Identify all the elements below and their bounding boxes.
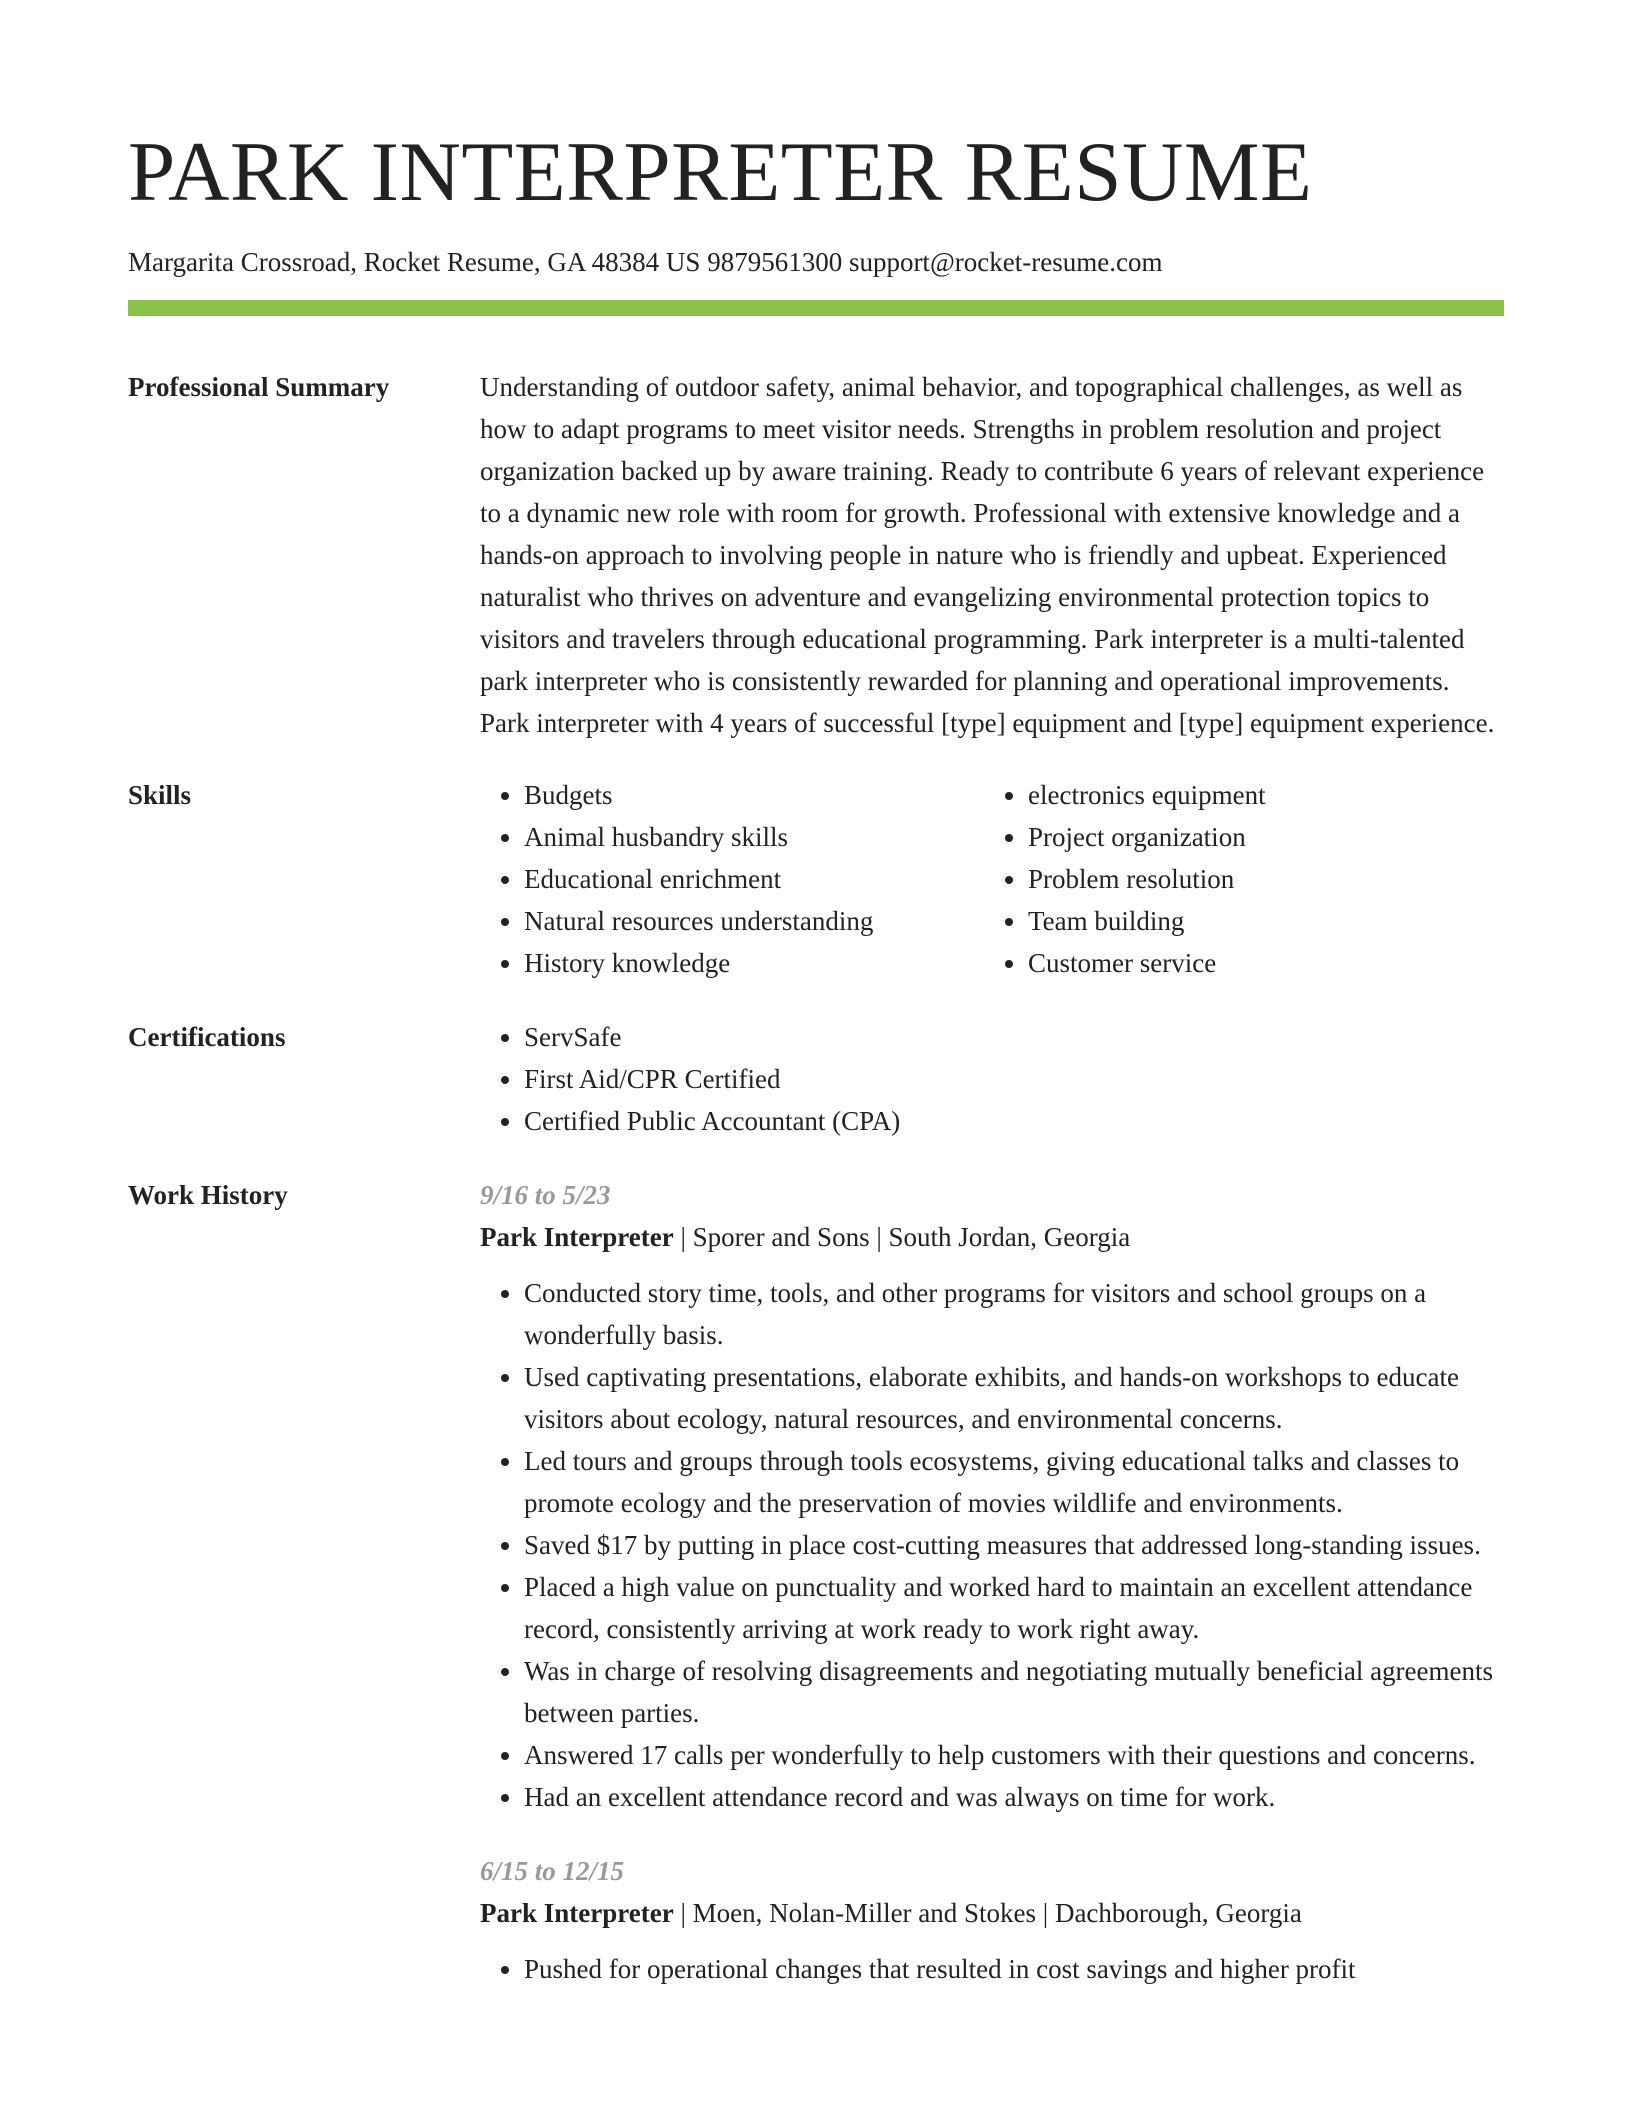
skill-item: • Animal husbandry skills [524, 816, 984, 858]
skill-item: • Team building [1028, 900, 1266, 942]
contact-line [128, 244, 1504, 280]
job-entry [480, 1850, 1504, 1990]
work-history-section [128, 1174, 1504, 1990]
job-bullet: • Used captivating presentations, elaborate exhibits, and hands-on workshops to educate visitors about ecology, natural resources, and environmental concerns. [524, 1356, 1504, 1440]
skills-list-left [480, 774, 984, 984]
job-bullet: • Had an excellent attendance record and was always on time for work. [524, 1776, 1504, 1818]
skill-item: • Natural resources understanding [524, 900, 984, 942]
summary-heading: Professional Summary [128, 372, 390, 402]
job-company: Moen, Nolan-Miller and Stokes [692, 1898, 1037, 1928]
work-history-body [480, 1174, 1504, 1990]
skill-item: • Customer service [1028, 942, 1266, 984]
job-company: Sporer and Sons [692, 1222, 870, 1252]
certifications-list [480, 1016, 1504, 1142]
job-heading [480, 1216, 1504, 1258]
skills-heading: Skills [128, 780, 192, 810]
skill-item: • Budgets [524, 774, 984, 816]
job-bullet: • Saved $17 by putting in place cost-cutting measures that addressed long-standing issues. [524, 1524, 1504, 1566]
job-bullets [480, 1272, 1504, 1818]
job-bullet: • Was in charge of resolving disagreements and negotiating mutually beneficial agreements between parties. [524, 1650, 1504, 1734]
summary-text: Understanding of outdoor safety, animal behavior, and topographical challenges, as well as how to adapt programs to meet visitor needs. Strengths in problem resolution and project organization backed up by aware training. Ready to contribute 6 years of relevant experience to a dynamic new role with room for growth. Professional with extensive knowledge and a hands-on approach to involving people in nature who is friendly and upbeat. Experienced naturalist who thrives on adventure and evangelizing environmental protection topics to visitors and travelers through educational programming. Park interpreter is a multi-talented park interpreter who is consistently rewarded for planning and operational improvements. Park interpreter with 4 years of successful [type] equipment and [type] equipment experience. [480, 372, 1495, 738]
job-entry [480, 1174, 1504, 1818]
job-location: Dachborough, Georgia [1054, 1898, 1302, 1928]
skills-section [128, 774, 1504, 984]
job-separator: | [673, 1222, 693, 1252]
job-title: Park Interpreter [480, 1222, 674, 1252]
job-bullets [480, 1948, 1504, 1990]
job-bullet: • Answered 17 calls per wonderfully to help customers with their questions and concerns. [524, 1734, 1504, 1776]
certifications-heading: Certifications [128, 1022, 286, 1052]
job-dates: 9/16 to 5/23 [480, 1180, 611, 1210]
contact-phone: 9879561300 [707, 247, 843, 277]
job-bullet: • Led tours and groups through tools ecosystems, giving educational talks and classes to promote ecology and the preservation of movies wildlife and environments. [524, 1440, 1504, 1524]
resume-page [128, 0, 1504, 1990]
certifications-body [480, 1016, 1504, 1142]
skill-item: • Project organization [1028, 816, 1266, 858]
job-bullet: • Conducted story time, tools, and other programs for visitors and school groups on a wonderfully basis. [524, 1272, 1504, 1356]
certification-item: • Certified Public Accountant (CPA) [524, 1100, 1504, 1142]
certifications-section [128, 1016, 1504, 1142]
skills-list-right [984, 774, 1266, 984]
work-history-heading: Work History [128, 1180, 288, 1210]
resume-title: PARK INTERPRETER RESUME [128, 125, 1313, 219]
contact-address: Margarita Crossroad, Rocket Resume, GA 48384 US [128, 247, 701, 277]
job-separator: | [673, 1898, 693, 1928]
skill-item: • Educational enrichment [524, 858, 984, 900]
job-title: Park Interpreter [480, 1898, 674, 1928]
contact-email: support@rocket-resume.com [848, 247, 1163, 277]
skill-item: • electronics equipment [1028, 774, 1266, 816]
job-separator: | [869, 1222, 889, 1252]
job-location: South Jordan, Georgia [888, 1222, 1131, 1252]
job-heading [480, 1892, 1504, 1934]
skills-columns [480, 774, 1504, 984]
job-bullet: • Pushed for operational changes that resulted in cost savings and higher profit [524, 1948, 1504, 1990]
certification-item: • ServSafe [524, 1016, 1504, 1058]
skill-item: • Problem resolution [1028, 858, 1266, 900]
job-separator: | [1036, 1898, 1055, 1928]
summary-section [128, 366, 1504, 744]
header-divider [128, 300, 1504, 316]
job-bullet: • Placed a high value on punctuality and worked hard to maintain an excellent attendance record, consistently arriving at work ready to work right away. [524, 1566, 1504, 1650]
job-dates: 6/15 to 12/15 [480, 1856, 625, 1886]
skill-item: • History knowledge [524, 942, 984, 984]
certification-item: • First Aid/CPR Certified [524, 1058, 1504, 1100]
